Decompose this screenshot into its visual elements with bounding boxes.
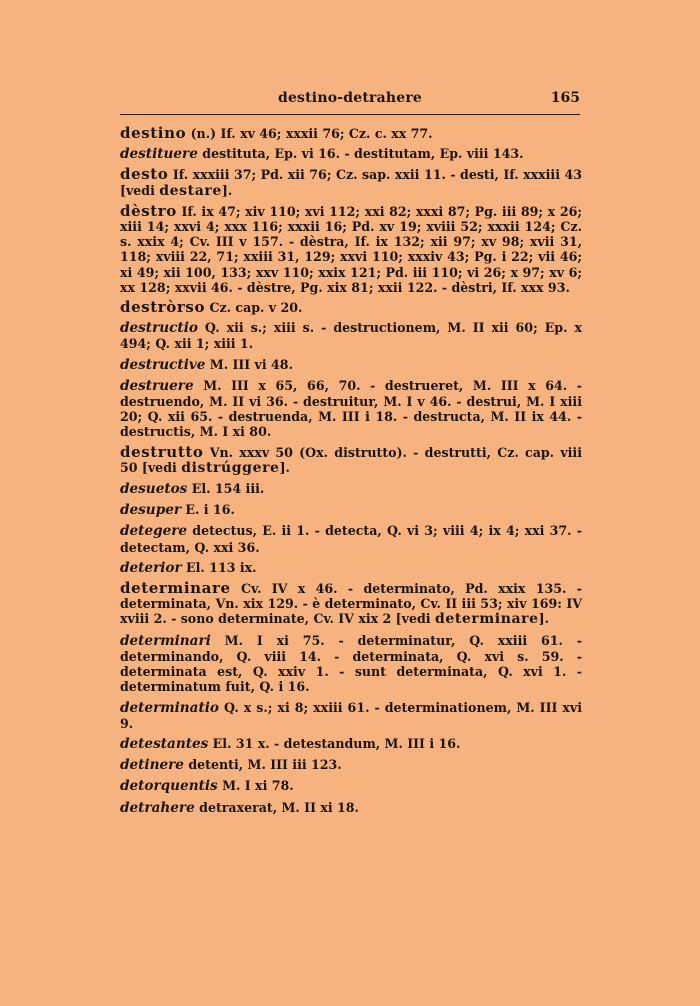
entry-headword: detegere <box>120 523 188 540</box>
entry-body: M. III x 65, 66, 70. - destrueret, M. III x 64. - destruendo, M. II vi 36. - destruitur, M. I v 46. - destrui, M. I xiii 20; Q. xii 65. - destruenda, M. III i 18. - destructa, M. II ix 44. - destructis, M. I xi 80. <box>120 377 582 440</box>
entry-body: El. 154 iii. <box>187 481 265 497</box>
running-head: destino-detrahere <box>277 90 423 106</box>
dictionary-entry <box>120 502 582 518</box>
entry-headword: detrahere <box>120 799 195 816</box>
dictionary-entry <box>120 126 582 141</box>
entry-body: If. ix 47; xiv 110; xvi 112; xxi 82; xxxi 87; Pg. iii 89; x 26; xiii 14; xxvi 4; xxx 116; xxxii 16; Pd. xv 19; xviii 52; xxxii 124; Cz. s. xxix 4; Cv. III v 157. - dèstra, If. ix 132; xii 97; xv 98; xvii 31, 118; xviii 22, 71; xxiii 31, 129; xxvi 110; xxxiv 43; Pg. i 22; vii 46; xi 49; xii 100, 133; xxv 110; xxix 121; Pd. iii 110; vi 26; x 97; xv 6; xx 128; xxvii 46. - dèstre, Pg. xix 81; xxii 122. - dèstri, If. xxx 93. <box>120 203 582 295</box>
dictionary-entry <box>120 167 582 198</box>
entry-headword: desuper <box>120 502 182 519</box>
entry-body: E. i 16. <box>181 502 235 518</box>
dictionary-entry <box>120 581 582 628</box>
entry-body: If. xxxiii 37; Pd. xii 76; Cz. sap. xxii 11. - desti, If. xxxiii 43 [vedi <box>120 167 582 198</box>
entry-headword: destituere <box>120 146 198 163</box>
header-rule <box>120 114 580 115</box>
entry-headword: determinare <box>120 579 231 598</box>
entry-headword: detinere <box>120 757 184 774</box>
dictionary-entry <box>120 757 582 773</box>
entry-body: Q. xii s.; xiii s. - destructionem, M. II xii 60; Ep. x 494; Q. xii 1; xiii 1. <box>120 320 582 352</box>
entry-tail: ]. <box>221 182 233 198</box>
entry-body: Cv. IV x 46. - determinato, Pd. xxix 135. - determinata, Vn. xix 129. - è determinato, Cv. II iii 53; xiv 169: IV xviii 2. - sono determinate, Cv. IV xix 2 [vedi <box>120 581 582 627</box>
page-number: 165 <box>550 90 580 106</box>
entry-body: (n.) If. xv 46; xxxii 76; Cz. c. xx 77. <box>186 126 433 141</box>
entry-body: M. I xi 78. <box>217 778 294 794</box>
dictionary-entry <box>120 201 582 295</box>
entry-tail: ]. <box>538 611 549 627</box>
entry-body: detectus, E. ii 1. - detecta, Q. vi 3; viii 4; ix 4; xxi 37. - detectam, Q. xxi 36. <box>120 523 582 555</box>
cross-reference: destare <box>159 182 222 199</box>
dictionary-entry <box>120 357 582 373</box>
entry-headword: destròrso <box>120 298 206 317</box>
entry-body: M. III vi 48. <box>205 356 293 372</box>
entry-body: Cz. cap. v 20. <box>205 300 303 316</box>
entry-headword: deterior <box>120 559 182 576</box>
entry-body: El. 31 x. - detestandum, M. III i 16. <box>208 735 461 751</box>
dictionary-entry <box>120 736 582 752</box>
cross-reference: distrúggere <box>181 459 280 476</box>
entry-body: detenti, M. III iii 123. <box>183 757 342 773</box>
entry-headword: determinatio <box>120 699 219 716</box>
entry-headword: destructio <box>120 320 198 337</box>
dictionary-entry <box>120 560 582 576</box>
entry-headword: detorquentis <box>120 778 218 795</box>
dictionary-entry <box>120 320 582 351</box>
dictionary-entry <box>120 800 582 816</box>
page-header <box>120 90 580 110</box>
entry-headword: destino <box>120 124 187 142</box>
entry-headword: destrutto <box>120 442 204 461</box>
entry-tail: ]. <box>279 459 290 475</box>
dictionary-entry <box>120 442 582 476</box>
dictionary-entry <box>120 633 582 695</box>
dictionary-entry <box>120 700 582 731</box>
entry-headword: desto <box>120 165 169 184</box>
entry-headword: desuetos <box>120 481 188 498</box>
entry-body: El. 113 ix. <box>181 559 257 575</box>
entry-body: M. I xi 75. - determinatur, Q. xxiii 61. - determinando, Q. viii 14. - determinata, Q. xvi s. 59. - determinata est, Q. xxiv 1. - sunt determinata, Q. xvi 1. - determinatum fuit, Q. i 16. <box>120 632 582 695</box>
cross-reference: determinare <box>434 611 539 628</box>
dictionary-entry <box>120 778 582 794</box>
entry-body: Q. x s.; xi 8; xxiii 61. - determinationem, M. III xvi 9. <box>120 699 582 731</box>
dictionary-entry <box>120 378 582 440</box>
entry-body: Vn. xxxv 50 (Ox. distrutto). - destrutti, Cz. cap. viii 50 [vedi <box>120 444 582 475</box>
dictionary-entry <box>120 300 582 315</box>
entry-headword: destructive <box>120 356 206 373</box>
entry-body: detraxerat, M. II xi 18. <box>194 799 359 815</box>
dictionary-entry <box>120 146 582 162</box>
entry-list <box>120 126 582 821</box>
dictionary-entry <box>120 481 582 497</box>
entry-body: destituta, Ep. vi 16. - destitutam, Ep. viii 143. <box>197 146 524 162</box>
entry-headword: detestantes <box>120 735 209 752</box>
entry-headword: determinari <box>120 632 211 649</box>
dictionary-entry <box>120 523 582 554</box>
entry-headword: dèstro <box>120 201 177 220</box>
entry-headword: destruere <box>120 377 194 394</box>
